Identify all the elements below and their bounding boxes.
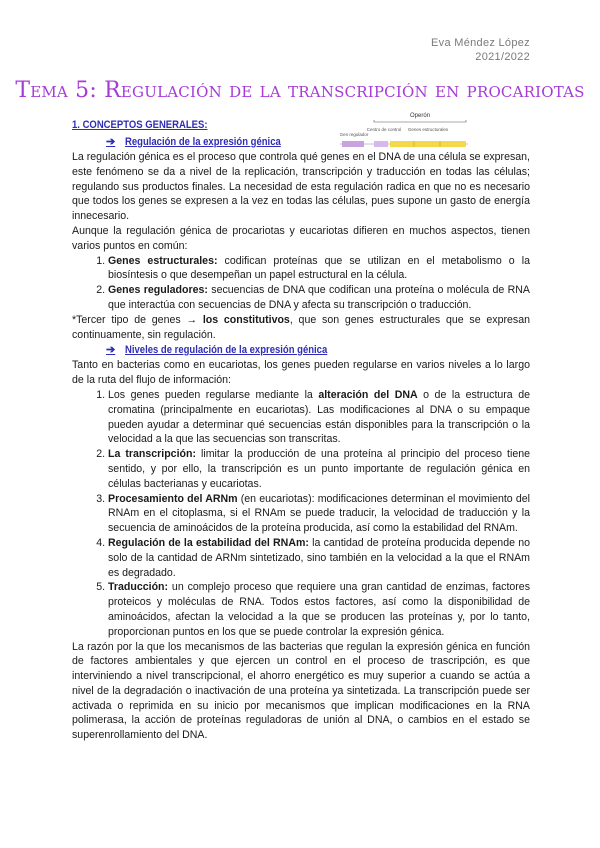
note-post: , que son genes estructurales que se expresan continuamente, sin regulación.: [72, 313, 530, 341]
list-text: la cantidad de proteína producida depende no solo de la cantidad de ARNm sintetizado, sino también en la velocidad a la que el RNAm es degradado.: [108, 536, 530, 579]
author-block: [431, 36, 530, 64]
note-pre: *Tercer tipo de genes →: [72, 313, 203, 326]
operon-label: Operón: [409, 113, 431, 119]
document-body: [72, 118, 530, 743]
list-term: Traducción:: [108, 581, 169, 594]
author-name: Eva Méndez López: [431, 37, 530, 49]
subsection-heading-regulation: [72, 134, 530, 150]
section-heading: 1. CONCEPTOS GENERALES:: [72, 119, 208, 131]
structural-genes-label: Genes estructurales: [407, 127, 449, 132]
list-term: Genes estructurales:: [108, 254, 218, 267]
note-constitutive: [72, 313, 530, 343]
subsection-label: Regulación de la expresión génica: [125, 135, 281, 148]
note-term: los constitutivos: [202, 313, 290, 326]
list-term: La transcripción:: [108, 448, 196, 461]
list-text: un complejo proceso que requiere una gran cantidad de enzimas, factores proteicos y moléculas de RNA. Todos estos factores, así como la disponibilidad de aminoácidos, afectan la velocidad a la que se producen las proteínas y, por lo tanto, proporcionan puntos en los que se puede controlar la expresión génica.: [108, 581, 530, 638]
list-item: [108, 283, 530, 313]
paragraph-conclusion: La razón por la que los mecanismos de las bacterias que regulan la expresión génica en función de factores ambientales y que ejercen un control en el proceso de trascripción, es que interviniendo a nivel transcripcional, el ahorro energético es muy superior a cuando se actúa a nivel de la degradación o inactivación de una proteína ya sintetizada. La transcripción puede ser activada o reprimida en su inicio por mecanismos que implican modificaciones en la RNA polimerasa, la acción de proteínas reguladoras de unión al DNA, o cambios en el estado se superenrollamiento del DNA.: [72, 640, 530, 742]
paragraph-common-points: Aunque la regulación génica de procariotas y eucariotas difieren en muchos aspectos, tienen varios puntos en común:: [72, 224, 530, 252]
academic-year: 2021/2022: [475, 51, 530, 63]
list-item: [108, 580, 530, 639]
list-term: Procesamiento del ARNm: [108, 492, 238, 505]
list-term: Regulación de la estabilidad del RNAm:: [108, 536, 309, 549]
gene-regulator-label: Gen regulador: [340, 132, 369, 137]
list-text: o de la estructura de cromatina (principalmente en eucariotas). Las modificaciones al DNA o su empaque pueden ayudar a determinar qué secuencias están disponibles para la transcripción o la velocidad a la que las secuencias son transcritas.: [108, 388, 530, 446]
arrow-bullet-icon: ➔: [106, 135, 116, 148]
list-pre: Los genes pueden regularse mediante la: [108, 388, 319, 401]
list-item: [108, 492, 530, 536]
regulation-levels-list: [72, 388, 530, 640]
subsection-label: Niveles de regulación de la expresión génica: [125, 343, 328, 356]
list-item: [108, 388, 530, 447]
subsection-heading-levels: [72, 342, 530, 358]
list-term: alteración del DNA: [318, 388, 418, 401]
list-text: secuencias de DNA que codifican una proteína o molécula de RNA que interactúa con secuencias de DNA y afecta su transcripción o traducción.: [108, 284, 530, 311]
list-item: [108, 254, 530, 284]
list-item: [108, 447, 530, 491]
paragraph-intro: La regulación génica es el proceso que controla qué genes en el DNA de una célula se expresan, este fenómeno se da a nivel de la replicación, transcripción y traducción en todas las células; regulando sus productos finales. La necesidad de esta regulación radica en que no es necesario que todos los genes se expresen a la vez en todas las células, pues supone un gasto de energía innecesario.: [72, 151, 530, 223]
control-region-label: Centro de control: [366, 127, 402, 132]
list-text: (en eucariotas): modificaciones determinan el movimiento del RNAm en el citoplasma, si el RNAm se puede traducir, la velocidad de traducción y la secuencia de aminoácidos de la proteína producida, así como la estabilidad del RNAm.: [108, 492, 530, 535]
list-text: limitar la producción de una proteína al principio del proceso tiene sentido, y por ello, la transcripción es un punto importante de regulación génica en células bacterianas y eucariotas.: [108, 448, 530, 490]
list-text: codifican proteínas que se utilizan en el metabolismo o la biosíntesis o que desempeñan un papel estructural en la célula.: [108, 254, 530, 282]
list-item: [108, 536, 530, 580]
gene-types-list: [72, 254, 530, 313]
list-term: Genes reguladores:: [108, 284, 208, 297]
paragraph-levels-intro: Tanto en bacterias como en eucariotas, los genes pueden regularse en varios niveles a lo largo de la ruta del flujo de información:: [72, 359, 530, 387]
page-title: Tema 5: Regulación de la transcripción en procariotas: [15, 78, 585, 103]
arrow-bullet-icon: ➔: [106, 343, 116, 356]
